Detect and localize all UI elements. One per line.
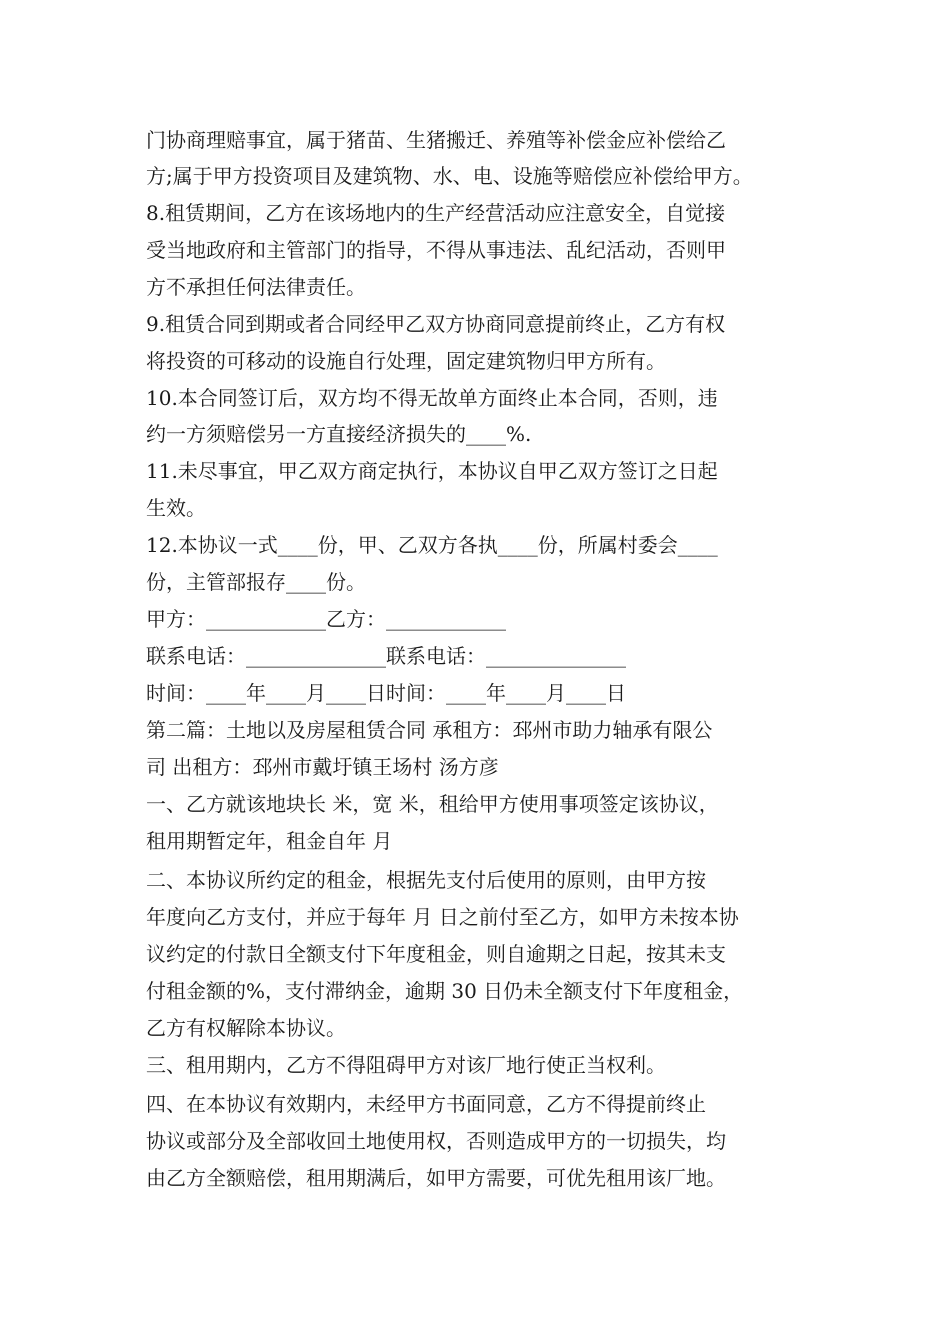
text-line: 付租金额的%，支付滞纳金，逾期 30 日仍未全额支付下年度租金， [146,979,744,1003]
text-line: 方;属于甲方投资项目及建筑物、水、电、设施等赔偿应补偿给甲方。 [146,164,753,188]
text-line: 12.本协议一式____份，甲、乙双方各执____份，所属村委会____ [146,533,718,557]
text-line: 生效。 [146,496,206,520]
text-line: 11.未尽事宜，甲乙双方商定执行，本协议自甲乙双方签订之日起 [146,459,718,483]
text-line: 9.租赁合同到期或者合同经甲乙双方协商同意提前终止，乙方有权 [146,312,726,336]
text-line: 三、租用期内，乙方不得阻碍甲方对该厂地行使正当权利。 [146,1053,666,1077]
text-line: 司 出租方：邳州市戴圩镇王场村 汤方彦 [146,755,499,779]
signature-line-parties: 甲方：____________乙方：____________ [146,607,506,631]
signature-line-date: 时间：____年____月____日时间：____年____月____日 [146,681,626,705]
text-line: 租用期暂定年，租金自年 月 [146,829,393,853]
text-line: 二、本协议所约定的租金，根据先支付后使用的原则，由甲方按 [146,868,706,892]
text-line: 10.本合同签订后，双方均不得无故单方面终止本合同，否则，违 [146,386,718,410]
text-line: 方不承担任何法律责任。 [146,275,366,299]
signature-line-phone: 联系电话：______________联系电话：______________ [146,644,626,668]
text-line: 受当地政府和主管部门的指导，不得从事违法、乱纪活动，否则甲 [146,238,726,262]
text-line: 议约定的付款日全额支付下年度租金，则自逾期之日起，按其未支 [146,942,726,966]
text-line: 由乙方全额赔偿，租用期满后，如甲方需要，可优先租用该厂地。 [146,1166,726,1190]
text-line: 门协商理赔事宜，属于猪苗、生猪搬迁、养殖等补偿金应补偿给乙 [146,128,726,152]
text-line: 约一方须赔偿另一方直接经济损失的____%. [146,422,532,446]
text-line: 乙方有权解除本协议。 [146,1016,346,1040]
text-line: 将投资的可移动的设施自行处理，固定建筑物归甲方所有。 [146,349,666,373]
text-line: 协议或部分及全部收回土地使用权，否则造成甲方的一切损失，均 [146,1129,726,1153]
text-line: 8.租赁期间，乙方在该场地内的生产经营活动应注意安全，自觉接 [146,201,726,225]
section-heading: 第二篇：土地以及房屋租赁合同 承租方：邳州市助力轴承有限公 [146,718,713,742]
text-line: 一、乙方就该地块长 米，宽 米，租给甲方使用事项签定该协议， [146,792,719,816]
text-line: 四、在本协议有效期内，未经甲方书面同意，乙方不得提前终止 [146,1092,706,1116]
text-line: 年度向乙方支付，并应于每年 月 日之前付至乙方，如甲方未按本协 [146,905,739,929]
text-line: 份，主管部报存____份。 [146,570,366,594]
